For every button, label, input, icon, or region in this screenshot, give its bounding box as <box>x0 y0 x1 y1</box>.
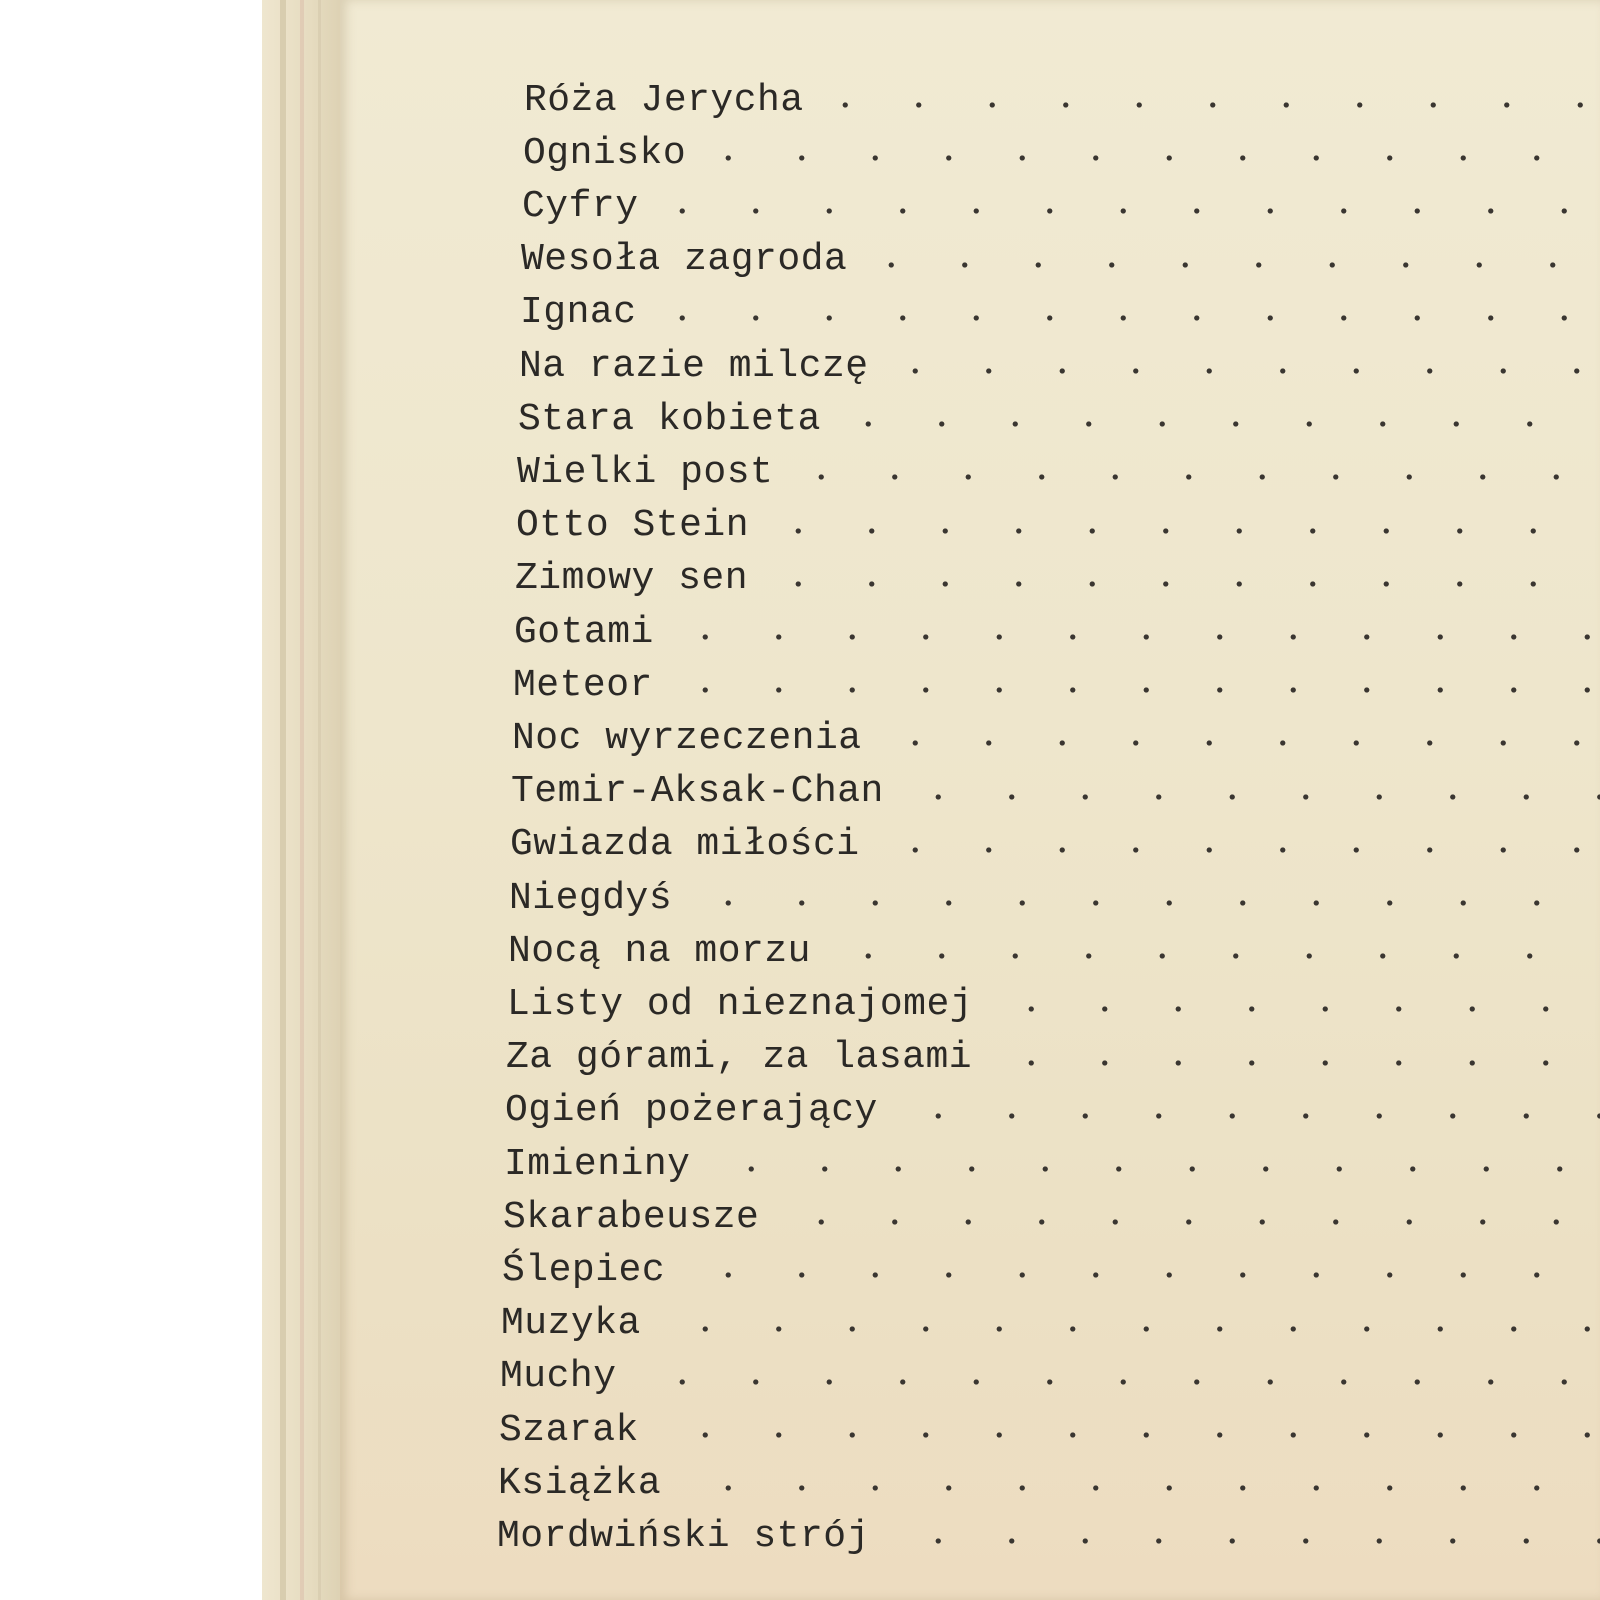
toc-entry <box>499 1404 1600 1456</box>
dot-leader <box>773 1219 1600 1225</box>
toc-entry <box>508 925 1600 977</box>
dot-leader <box>700 155 1600 161</box>
dot-leader <box>825 953 1600 959</box>
toc-entry <box>509 872 1600 924</box>
dot-leader <box>651 315 1600 321</box>
toc-entry <box>501 1298 1600 1350</box>
toc-entry-title: Zimowy sen <box>515 557 749 601</box>
toc-entry <box>505 1085 1600 1137</box>
toc-entry-title: Muchy <box>500 1355 617 1399</box>
dot-leader <box>762 581 1600 587</box>
dot-leader <box>653 1432 1600 1438</box>
toc-entry <box>519 340 1600 392</box>
toc-entry-title: Ognisko <box>523 131 687 175</box>
dot-leader <box>667 687 1600 693</box>
dot-leader <box>987 1006 1600 1012</box>
toc-entry <box>504 1138 1600 1190</box>
dot-leader <box>818 102 1600 108</box>
dot-leader <box>876 740 1600 746</box>
dot-leader <box>704 1166 1600 1172</box>
dot-leader <box>787 474 1600 480</box>
dot-leader <box>675 1485 1600 1491</box>
toc-entry <box>515 553 1600 605</box>
dot-leader <box>653 208 1600 214</box>
toc-entry <box>513 659 1600 711</box>
dot-leader <box>898 794 1600 800</box>
toc-entry-title: Otto Stein <box>516 504 750 548</box>
toc-entry-title: Ogień pożerający <box>505 1089 878 1133</box>
toc-entry-title: Szarak <box>499 1408 639 1452</box>
toc-entry-title: Wesoła zagroda <box>521 238 848 282</box>
toc-entry-title: Na razie milczę <box>519 344 869 388</box>
toc-entry <box>524 74 1600 126</box>
toc-entry <box>498 1457 1600 1509</box>
toc-entry-title: Ślepiec <box>502 1248 666 1292</box>
toc-entry <box>517 446 1600 498</box>
dot-leader <box>884 1538 1600 1544</box>
toc-entry-title: Skarabeusze <box>503 1195 760 1239</box>
toc-entry-title: Ignac <box>520 291 637 335</box>
toc-entry-title: Muzyka <box>501 1302 641 1346</box>
toc-entry <box>522 180 1600 232</box>
toc-entry <box>500 1351 1600 1403</box>
toc-entry-title: Listy od nieznajomej <box>507 982 974 1026</box>
toc-entry <box>523 127 1600 179</box>
toc-entry-title: Meteor <box>513 663 653 707</box>
toc-entry-title: Nocą na morzu <box>508 929 811 973</box>
toc-entry <box>511 766 1600 818</box>
dot-leader <box>668 634 1600 640</box>
dot-leader <box>892 1113 1600 1119</box>
toc-entry-title: Wielki post <box>517 450 774 494</box>
toc-entry-title: Stara kobieta <box>518 397 821 441</box>
dot-leader <box>686 900 1600 906</box>
dot-leader <box>861 262 1600 268</box>
toc-entry <box>520 287 1600 339</box>
toc-entry-title: Mordwiński strój <box>497 1514 870 1558</box>
dot-leader <box>835 421 1600 427</box>
toc-entry-title: Za górami, za lasami <box>506 1036 973 1080</box>
toc-entry <box>507 978 1600 1030</box>
toc-entry <box>518 393 1600 445</box>
toc-entry <box>516 500 1600 552</box>
toc-entry-title: Noc wyrzeczenia <box>512 716 862 760</box>
dot-leader <box>986 1060 1600 1066</box>
toc-entry <box>514 606 1600 658</box>
dot-leader <box>883 368 1600 374</box>
toc-entry <box>510 819 1600 871</box>
toc-entry <box>503 1191 1600 1243</box>
dot-leader <box>679 1272 1600 1278</box>
dot-leader <box>655 1326 1600 1332</box>
toc-entry-title: Niegdyś <box>509 876 673 920</box>
dot-leader <box>763 528 1600 534</box>
toc-entry <box>506 1032 1600 1084</box>
toc-entry <box>497 1510 1600 1562</box>
toc-entry-title: Książka <box>498 1461 662 1505</box>
toc-entry-title: Cyfry <box>522 184 639 228</box>
dot-leader <box>631 1379 1600 1385</box>
toc-entry-title: Róża Jerycha <box>524 78 804 122</box>
toc-entry <box>512 712 1600 764</box>
toc-entry <box>521 234 1600 286</box>
toc-entry-title: Temir-Aksak-Chan <box>511 770 884 814</box>
toc-entry <box>502 1244 1600 1296</box>
toc-entry-title: Gotami <box>514 610 654 654</box>
toc-entry-title: Imieniny <box>504 1142 691 1186</box>
dot-leader <box>874 847 1600 853</box>
toc-entry-title: Gwiazda miłości <box>510 823 860 867</box>
